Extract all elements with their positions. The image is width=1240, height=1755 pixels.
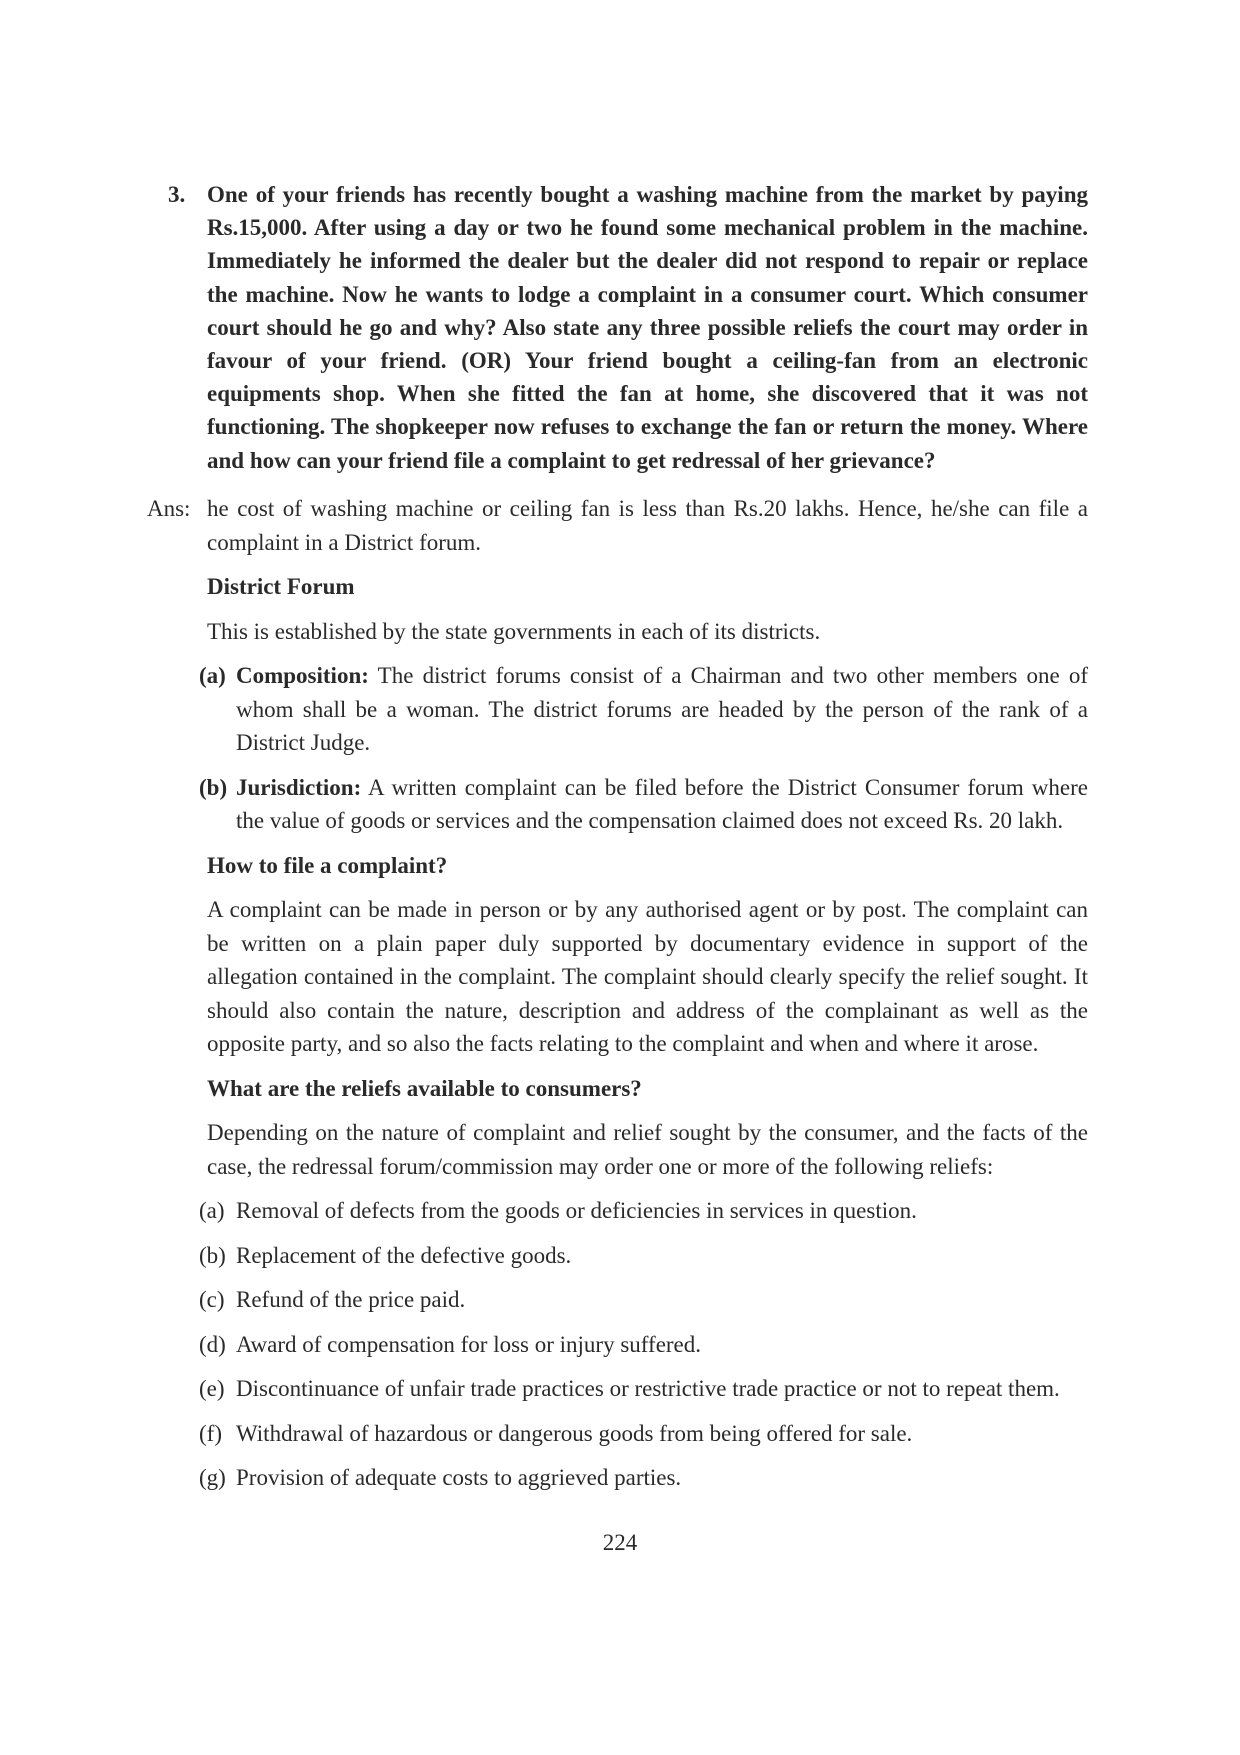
question-number: 3.	[168, 182, 186, 207]
district-forum-item-composition	[199, 659, 1088, 760]
relief-item	[199, 1194, 1088, 1228]
item-text: Provision of adequate costs to aggrieved parties.	[236, 1465, 682, 1490]
reliefs-text: Depending on the nature of complaint and relief sought by the consumer, and the facts of the case, the redressal forum/commission may order one or more of the following reliefs:	[207, 1120, 1088, 1179]
relief-item	[199, 1328, 1088, 1362]
item-text: Removal of defects from the goods or deficiencies in services in question.	[236, 1198, 917, 1223]
answer-content	[199, 492, 1088, 1495]
item-text	[236, 659, 1088, 760]
item-text: Discontinuance of unfair trade practices or restrictive trade practice or not to repeat them.	[236, 1376, 1060, 1401]
item-label: (g)	[199, 1465, 226, 1490]
item-label: (f)	[199, 1420, 222, 1446]
relief-item	[199, 1372, 1088, 1406]
item-label: (b)	[199, 774, 228, 800]
item-text: Replacement of the defective goods.	[236, 1242, 572, 1268]
item-body: A written complaint can be filed before the District Consumer forum where the value of goods or services and the compensation claimed does not exceed Rs. 20 lakh.	[236, 774, 1088, 833]
item-label: (e)	[199, 1376, 225, 1401]
item-text: Refund of the price paid.	[236, 1287, 466, 1312]
how-to-file-heading: How to file a complaint?	[207, 852, 448, 878]
page-number: 224	[602, 1530, 638, 1555]
relief-item	[199, 1417, 1088, 1451]
how-to-file-text: A complaint can be made in person or by any authorised agent or by post. The complaint can be written on a plain paper duly supported by documentary evidence in support of the allegation contained in the complaint. The complaint should clearly specify the relief sought. It should also contain the nature, description and address of the complainant as well as the opposite party, and so also the facts relating to the complaint and when and where it arose.	[207, 897, 1088, 1056]
item-label: (a)	[199, 1198, 225, 1223]
relief-item	[199, 1239, 1088, 1273]
item-label: (a)	[199, 663, 226, 688]
question-text: One of your friends has recently bought a washing machine from the market by paying Rs.15,000. After using a day or two he found some mechanical problem in the machine. Immediately he informed the dealer but the dealer did not respond to repair or replace the machine. Now he wants to lodge a complaint in a consumer court. Which consumer court should he go and why? Also state any three possible reliefs the court may order in favour of your friend. (OR) Your friend bought a ceiling-fan from an electronic equipments shop. When she fitted the fan at home, she discovered that it was not functioning. The shopkeeper now refuses to exchange the fan or return the money. Where and how can your friend file a complaint to get redressal of her grievance?	[207, 182, 1088, 473]
item-text	[236, 771, 1088, 838]
item-term: Jurisdiction:	[236, 774, 362, 800]
item-label: (b)	[199, 1242, 226, 1268]
answer-intro: he cost of washing machine or ceiling fan is less than Rs.20 lakhs. Hence, he/she can file a complaint in a District forum.	[207, 496, 1088, 555]
item-term: Composition:	[236, 663, 369, 688]
question-block	[168, 178, 1088, 477]
answer-label: Ans:	[147, 496, 191, 521]
item-text: Withdrawal of hazardous or dangerous goods from being offered for sale.	[236, 1420, 913, 1446]
district-forum-heading: District Forum	[207, 574, 355, 599]
relief-item	[199, 1461, 1088, 1495]
relief-item	[199, 1283, 1088, 1317]
item-label: (c)	[199, 1287, 225, 1312]
item-body: The district forums consist of a Chairman and two other members one of whom shall be a woman. The district forums are headed by the person of the rank of a District Judge.	[236, 663, 1088, 755]
district-forum-item-jurisdiction	[199, 771, 1088, 838]
reliefs-heading: What are the reliefs available to consumers?	[207, 1075, 642, 1101]
district-forum-text: This is established by the state governments in each of its districts.	[207, 618, 821, 644]
item-label: (d)	[199, 1331, 226, 1357]
item-text: Award of compensation for loss or injury suffered.	[236, 1331, 702, 1357]
